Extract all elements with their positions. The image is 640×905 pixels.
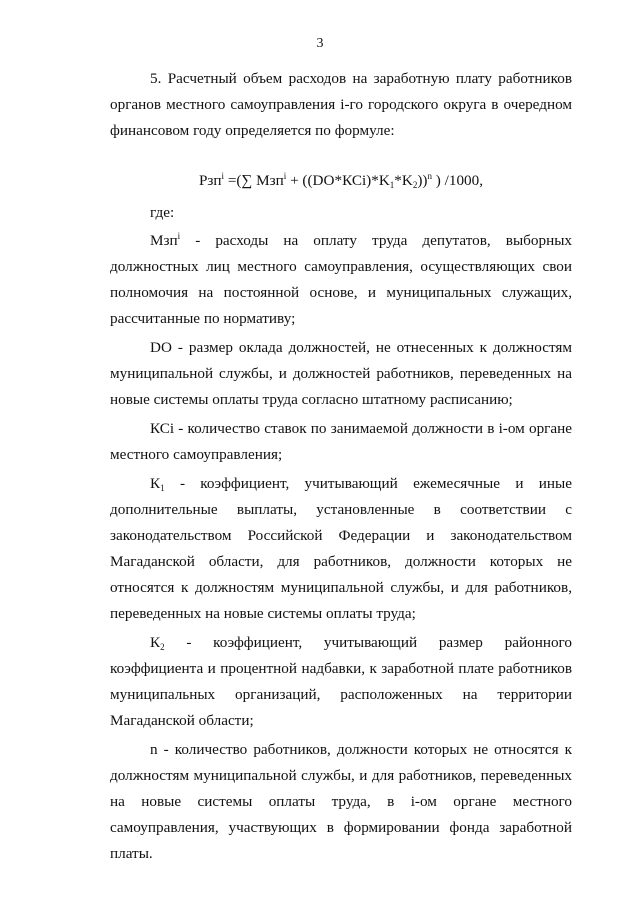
where-label: где: bbox=[150, 204, 175, 221]
mzp-term: Мзп bbox=[150, 232, 178, 249]
formula-sub-2: 2 bbox=[412, 180, 418, 190]
formula-part-4: )) bbox=[417, 172, 428, 189]
k2-text: - коэффициент, учитывающий размер районного коэффициента и процентной надбавки, к заработной плате работников муниципальных организаций, расположенных на территории Магаданской области; bbox=[110, 634, 572, 729]
k1-word: - bbox=[179, 475, 185, 492]
formula-lhs: Рзп bbox=[198, 172, 222, 189]
k1-word: учитывающий bbox=[304, 475, 398, 492]
formula-end: ) /1000, bbox=[431, 172, 484, 189]
formula-power: n bbox=[427, 171, 432, 181]
paragraph-n: n - количество работников, должности которых не относятся к должностям муниципальной службы, и для работников, переведенных на новые системы оплаты труда, в i-ом органе местного самоуправления, участвующих в формировании фонда заработной платы. bbox=[110, 741, 572, 862]
k1-word: ежемесячные bbox=[413, 475, 501, 492]
paragraph-do: DO - размер оклада должностей, не отнесенных к должностям муниципальной службы, и должностей работников, переведенных на новые системы оплаты труда согласно штатному расписанию; bbox=[110, 339, 572, 408]
k2-sub: 2 bbox=[160, 642, 165, 652]
formula-part-1: =(∑ Мзп bbox=[224, 172, 284, 189]
paragraph-mzp bbox=[110, 228, 572, 332]
k1-term bbox=[150, 471, 165, 497]
k1-first-line bbox=[110, 471, 572, 497]
document-body bbox=[110, 66, 572, 870]
formula bbox=[110, 168, 572, 194]
k2-letter: К bbox=[150, 634, 161, 651]
formula-part-2: + ((DO*КСi)*K bbox=[286, 172, 390, 189]
k1-letter: К bbox=[150, 475, 161, 492]
formula-mid-sup: i bbox=[283, 171, 287, 181]
k1-word: коэффициент, bbox=[200, 475, 290, 492]
paragraph-k1 bbox=[110, 471, 572, 627]
mzp-text: - расходы на оплату труда депутатов, выборных должностных лиц местного самоуправления, осуществляющих свои полномочия на постоянной основе, и муниципальных служащих, рассчитанные по нормативу; bbox=[110, 232, 572, 327]
paragraph-k2 bbox=[110, 630, 572, 734]
k1-word: и bbox=[515, 475, 524, 492]
mzp-sup: i bbox=[177, 231, 181, 241]
page-number: 3 bbox=[316, 36, 324, 51]
formula-lhs-sup: i bbox=[221, 171, 225, 181]
k1-word: иные bbox=[538, 475, 572, 492]
paragraph-kci: КСi - количество ставок по занимаемой должности в i-ом органе местного самоуправления; bbox=[110, 420, 572, 463]
paragraph-5: 5. Расчетный объем расходов на заработную плату работников органов местного самоуправления i-го городского округа в очередном финансовом году определяется по формуле: bbox=[110, 70, 572, 139]
formula-part-3: *K bbox=[394, 172, 413, 189]
k1-text: дополнительные выплаты, установленные в соответствии с законодательством Российской Федерации и законодательством Магаданской области, для работников, должности которых не относятся к должностям муниципальной службы, и для работников, переведенных на новые системы оплаты труда; bbox=[110, 501, 572, 622]
k1-sub: 1 bbox=[160, 483, 165, 493]
formula-sub-1: 1 bbox=[389, 180, 395, 190]
